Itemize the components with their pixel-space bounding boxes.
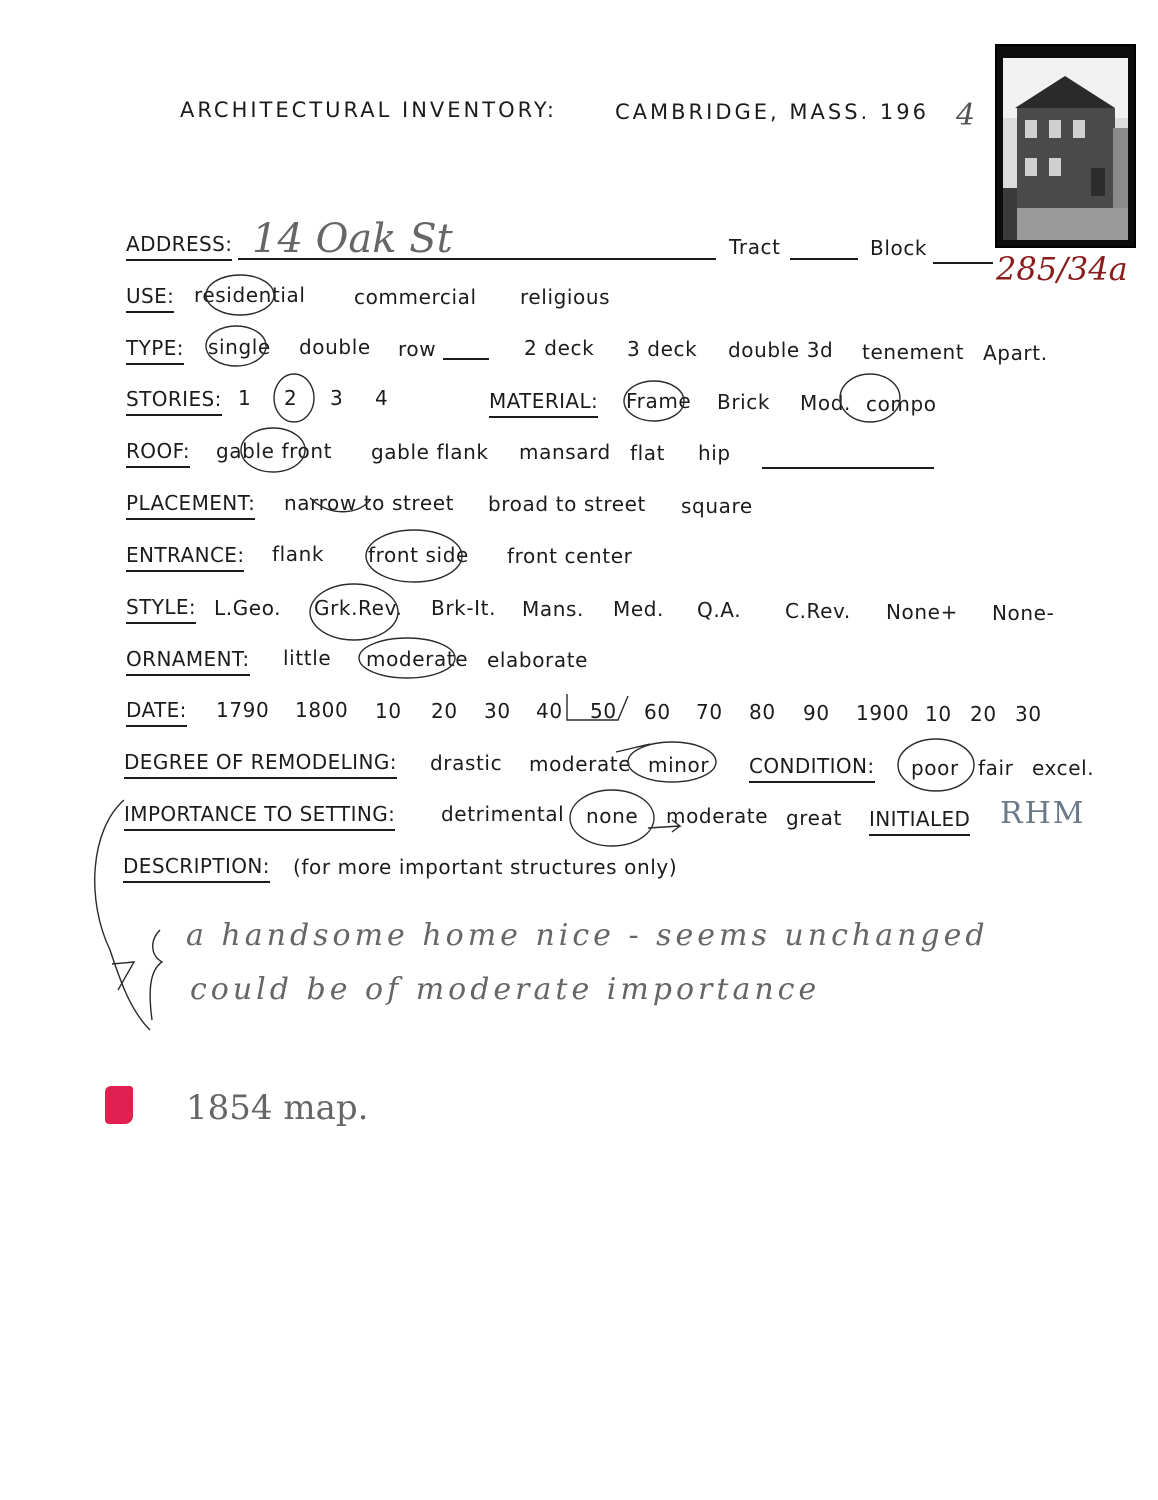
- placement-option-broad[interactable]: broad to street: [488, 492, 646, 516]
- remodeling-option-drastic[interactable]: drastic: [430, 751, 503, 775]
- circle-none: [570, 790, 654, 846]
- map-note-handwritten: 1854 map.: [186, 1088, 369, 1128]
- ornament-option-moderate[interactable]: moderate: [366, 647, 469, 671]
- circle-single: [206, 326, 266, 366]
- importance-option-moderate[interactable]: moderate: [666, 804, 769, 828]
- importance-option-none[interactable]: none: [586, 804, 639, 828]
- stories-option-3[interactable]: 3: [330, 386, 344, 410]
- ornament-option-little[interactable]: little: [283, 646, 332, 670]
- date-option-1860[interactable]: 60: [644, 700, 671, 724]
- style-option-med[interactable]: Med.: [613, 597, 665, 621]
- type-option-3-deck[interactable]: 3 deck: [627, 337, 698, 361]
- style-option-l-geo[interactable]: L.Geo.: [214, 596, 282, 620]
- material-option-mod[interactable]: Mod.: [800, 391, 851, 415]
- date-option-1850[interactable]: 50: [590, 699, 617, 723]
- entrance-option-front-side[interactable]: front side: [368, 543, 469, 567]
- block-label: Block: [870, 236, 928, 260]
- type-option-tenement[interactable]: tenement: [862, 340, 965, 364]
- remodeling-option-minor[interactable]: minor: [648, 753, 710, 777]
- date-option-1800[interactable]: 1800: [295, 698, 349, 722]
- entrance-option-flank[interactable]: flank: [272, 542, 325, 566]
- date-option-1810[interactable]: 10: [375, 699, 402, 723]
- year-digit-handwritten: 4: [956, 98, 976, 133]
- use-option-commercial[interactable]: commercial: [354, 285, 477, 309]
- date-option-1920[interactable]: 20: [970, 702, 997, 726]
- initialed-label: INITIALED: [869, 807, 970, 836]
- stories-option-1[interactable]: 1: [238, 386, 252, 410]
- date-option-1910[interactable]: 10: [925, 702, 952, 726]
- mark-narrow-to-street: [310, 498, 370, 512]
- ornament-option-elaborate[interactable]: elaborate: [487, 648, 589, 672]
- initialed-value-handwritten: RHM: [1000, 796, 1086, 831]
- description-note: (for more important structures only): [293, 855, 678, 879]
- type-option-double[interactable]: double: [299, 335, 371, 359]
- roof-label: ROOF:: [126, 439, 190, 468]
- description-handwritten-line-1: a handsome home nice - seems unchanged: [186, 918, 989, 953]
- type-option-2-deck[interactable]: 2 deck: [524, 336, 595, 360]
- material-option-compo[interactable]: compo: [866, 392, 937, 416]
- type-option-row[interactable]: row: [398, 337, 437, 361]
- date-option-1830[interactable]: 30: [484, 699, 511, 723]
- style-option-brk-it[interactable]: Brk-It.: [431, 596, 497, 620]
- circle-poor: [898, 739, 974, 791]
- address-value-handwritten: 14 Oak St: [252, 216, 453, 262]
- stories-option-2[interactable]: 2: [284, 386, 298, 410]
- bracket-left-short: [150, 930, 162, 1020]
- date-label: DATE:: [126, 698, 187, 727]
- style-option-c-rev[interactable]: C.Rev.: [785, 599, 851, 623]
- date-option-1900[interactable]: 1900: [856, 701, 910, 725]
- style-option-grk-rev[interactable]: Grk.Rev.: [314, 596, 403, 620]
- material-option-frame[interactable]: Frame: [626, 389, 692, 413]
- type-option-apart[interactable]: Apart.: [983, 341, 1048, 365]
- circle-gable-front: [241, 428, 305, 472]
- tract-label: Tract: [729, 235, 781, 259]
- circle-residential: [206, 275, 274, 315]
- entrance-label: ENTRANCE:: [126, 543, 244, 572]
- entrance-option-front-center[interactable]: front center: [507, 544, 633, 568]
- description-handwritten-line-2: could be of moderate importance: [190, 972, 821, 1007]
- date-option-1820[interactable]: 20: [431, 699, 458, 723]
- date-option-1790[interactable]: 1790: [216, 698, 270, 722]
- roof-option-gable-flank[interactable]: gable flank: [371, 440, 489, 464]
- date-option-1890[interactable]: 90: [803, 701, 830, 725]
- style-option-none-minus[interactable]: None-: [992, 601, 1055, 625]
- mark-date-50: [567, 694, 628, 720]
- remodeling-option-moderate[interactable]: moderate: [529, 752, 632, 776]
- date-option-1840[interactable]: 40: [536, 699, 563, 723]
- material-label: MATERIAL:: [489, 389, 598, 418]
- condition-option-fair[interactable]: fair: [978, 756, 1014, 780]
- block-value-handwritten: 285/34a: [996, 250, 1128, 288]
- style-option-mans[interactable]: Mans.: [522, 597, 584, 621]
- roof-option-mansard[interactable]: mansard: [519, 440, 611, 464]
- date-option-1880[interactable]: 80: [749, 700, 776, 724]
- importance-option-great[interactable]: great: [786, 806, 842, 830]
- bracket-left-long: [95, 800, 150, 1030]
- type-option-single[interactable]: single: [208, 335, 271, 359]
- stories-label: STORIES:: [126, 387, 222, 416]
- remodeling-label: DEGREE OF REMODELING:: [124, 750, 397, 779]
- use-option-religious[interactable]: religious: [520, 285, 611, 309]
- circle-front-side: [366, 530, 462, 582]
- roof-option-flat[interactable]: flat: [630, 441, 666, 465]
- circle-stories-2: [274, 374, 314, 422]
- material-option-brick[interactable]: Brick: [717, 390, 771, 414]
- use-option-residential[interactable]: residential: [194, 283, 306, 307]
- placement-option-square[interactable]: square: [681, 494, 753, 518]
- condition-option-poor[interactable]: poor: [911, 756, 959, 780]
- condition-option-excel[interactable]: excel.: [1032, 756, 1095, 780]
- form-title: ARCHITECTURAL INVENTORY:: [180, 98, 557, 122]
- type-label: TYPE:: [126, 336, 184, 365]
- circle-grk-rev: [310, 584, 398, 640]
- date-option-1870[interactable]: 70: [696, 700, 723, 724]
- description-label: DESCRIPTION:: [123, 854, 270, 883]
- circle-compo: [840, 374, 900, 422]
- roof-option-hip[interactable]: hip: [698, 441, 731, 465]
- condition-label: CONDITION:: [749, 754, 875, 783]
- style-option-qa[interactable]: Q.A.: [697, 598, 742, 622]
- circle-minor: [628, 742, 716, 782]
- circle-moderate-ornament: [359, 638, 455, 678]
- importance-option-detrimental[interactable]: detrimental: [441, 802, 565, 826]
- use-label: USE:: [126, 284, 174, 313]
- date-option-1930[interactable]: 30: [1015, 702, 1042, 726]
- circle-frame: [624, 381, 684, 421]
- roof-option-gable-front[interactable]: gable front: [216, 439, 333, 463]
- importance-label: IMPORTANCE TO SETTING:: [124, 802, 395, 831]
- style-option-none-plus[interactable]: None+: [886, 600, 958, 624]
- address-label: ADDRESS:: [126, 232, 232, 261]
- type-option-double-3d[interactable]: double 3d: [728, 338, 834, 362]
- ornament-label: ORNAMENT:: [126, 647, 250, 676]
- placement-option-narrow[interactable]: narrow to street: [284, 491, 455, 515]
- arrow-to-minor: [616, 744, 650, 752]
- placement-label: PLACEMENT:: [126, 491, 255, 520]
- form-city: CAMBRIDGE, MASS. 196: [615, 100, 929, 124]
- style-label: STYLE:: [126, 595, 196, 624]
- stories-option-4[interactable]: 4: [375, 386, 389, 410]
